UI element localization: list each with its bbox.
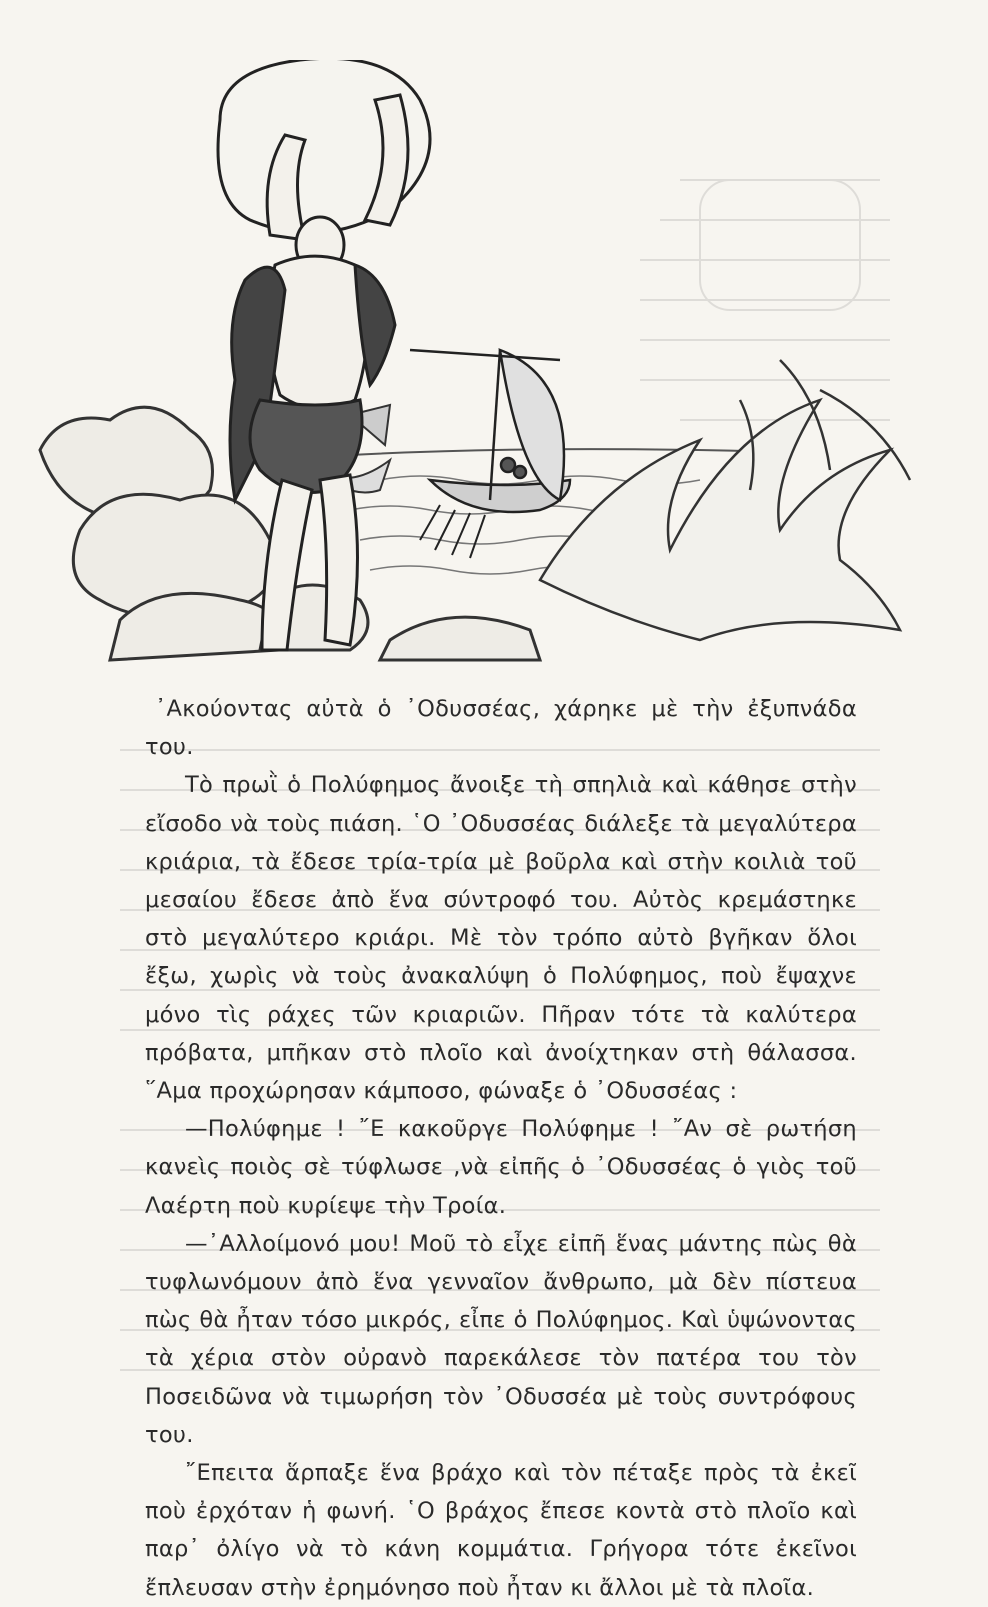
splash (540, 360, 910, 640)
polyphemus-illustration (20, 60, 970, 680)
paragraph: ῎Επειτα ἅρπαξε ἕνα βράχο καὶ τὸν πέταξε πρὸς τὰ ἐκεῖ ποὺ ἐρχόταν ἡ φωνή. ῾Ο βράχος ἔπεσε κοντὰ στὸ πλοῖο καὶ παρ᾿ ὀλίγο νὰ τὸ κάνη κομμάτια. Γρήγορα τότε ἐκεῖνοι ἔπλευσαν στὴν ἐρημόνησο ποὺ ἦταν κι ἄλλοι μὲ τὰ πλοῖα. (145, 1460, 857, 1601)
odysseus-ship (410, 350, 570, 558)
paragraph: —Πολύφημε ! ῎Ε κακοῦργε Πολύφημε ! ῎Αν σὲ ρωτήση κανεὶς ποιὸς σὲ τύφλωσε ,νὰ εἰπῆς ὁ ᾿Οδυσσέας ὁ γιὸς τοῦ Λαέρτη ποὺ κυρίεψε τὴν Τροία. (145, 1116, 857, 1219)
paragraph: ᾿Ακούοντας αὐτὰ ὁ ᾿Οδυσσέας, χάρηκε μὲ τὴν ἐξυπνάδα του. (145, 696, 857, 761)
paragraph: —᾿Αλλοίμονό μου! Μοῦ τὸ εἶχε εἰπῆ ἕνας μάντης πὼς θὰ τυφλωνόμουν ἀπὸ ἕνα γενναῖον ἄνθρωπο, μὰ δὲν πίστευα πὼς θὰ ἦταν τόσο μικρός, εἶπε ὁ Πολύφημος. Καὶ ὑψώνοντας τὰ χέρια στὸν οὐρανὸ παρεκάλεσε τὸν πατέρα του τὸν Ποσειδῶνα νὰ τιμωρήση τὸν ᾿Οδυσσέα μὲ τοὺς συντρόφους του. (145, 1230, 857, 1448)
paragraph: Τὸ πρωῒ ὁ Πολύφημος ἄνοιξε τὴ σπηλιὰ καὶ κάθησε στὴν εἴσοδο νὰ τοὺς πιάση. ῾Ο ᾿Οδυσσέας διάλεξε τὰ μεγαλύτερα κριάρια, τὰ ἔδεσε τρία-τρία μὲ βοῦρλα καὶ στὴν κοιλιὰ τοῦ μεσαίου ἔδεσε ἀπὸ ἕνα σύντροφό του. Αὐτὸς κρεμάστηκε στὸ μεγαλύτερο κριάρι. Μὲ τὸν τρόπο αὐτὸ βγῆκαν ὅλοι ἔξω, χωρὶς νὰ τοὺς ἀνακαλύψη ὁ Πολύφημος, ποὺ ἔψαχνε μόνο τὶς ράχες τῶν κριαριῶν. Πῆραν τότε τὰ καλύτερα πρόβατα, μπῆκαν στὸ πλοῖο καὶ ἀνοίχτηκαν στὴ θάλασσα. ῞Αμα προχώρησαν κάμποσο, φώναξε ὁ ᾿Οδυσσέας : (145, 772, 857, 1105)
story-text (145, 690, 857, 1607)
